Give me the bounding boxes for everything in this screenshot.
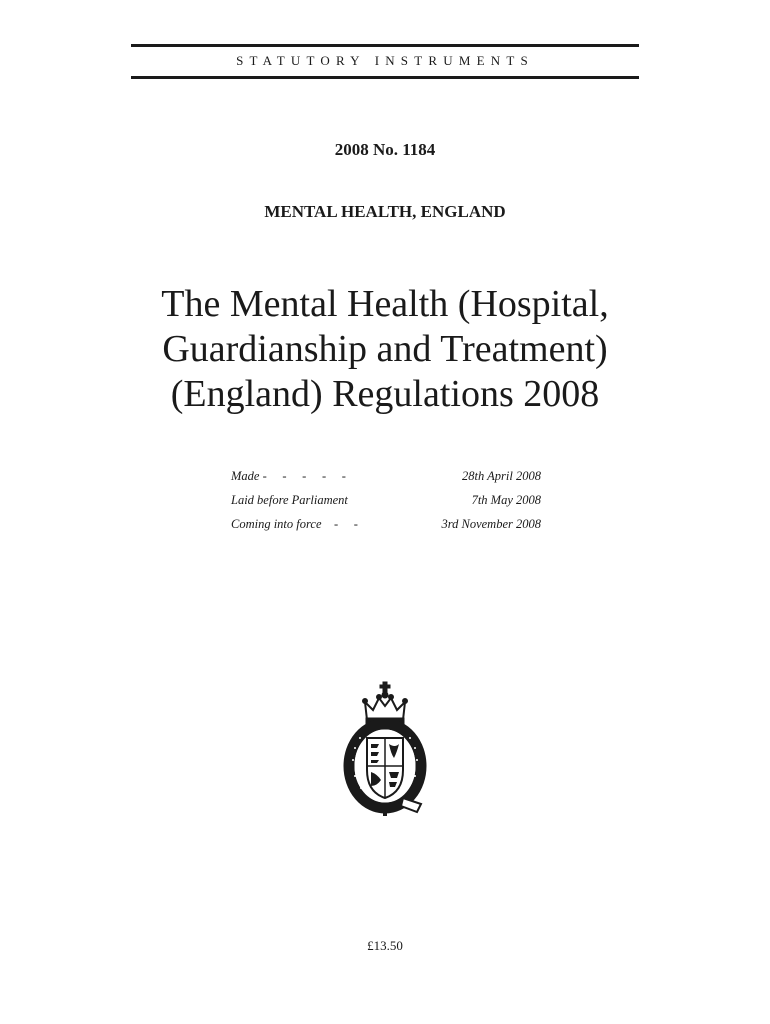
title-line: The Mental Health (Hospital, — [161, 283, 609, 325]
title-line: (England) Regulations 2008 — [170, 373, 600, 415]
bottom-rule — [131, 76, 639, 79]
date-row-made — [231, 468, 541, 492]
royal-coat-of-arms-icon — [343, 680, 427, 818]
series-heading: STATUTORY INSTRUMENTS — [236, 53, 534, 68]
top-rule — [131, 44, 639, 47]
price: £13.50 — [367, 938, 403, 953]
instrument-number: 2008 No. 1184 — [334, 140, 436, 159]
date-label: Laid before Parliament — [231, 493, 348, 507]
date-label: Made - - - - - — [231, 469, 346, 483]
date-row-coming-into-force — [231, 516, 541, 540]
date-label: Coming into force - - — [231, 517, 358, 531]
date-value: 28th April 2008 — [462, 469, 541, 483]
title-line: Guardianship and Treatment) — [162, 328, 608, 370]
date-value: 7th May 2008 — [471, 493, 541, 507]
dates-table — [231, 468, 541, 540]
instrument-subject: MENTAL HEALTH, ENGLAND — [264, 202, 506, 221]
instrument-title — [110, 282, 660, 417]
date-value: 3rd November 2008 — [441, 517, 541, 531]
date-row-laid — [231, 492, 541, 516]
